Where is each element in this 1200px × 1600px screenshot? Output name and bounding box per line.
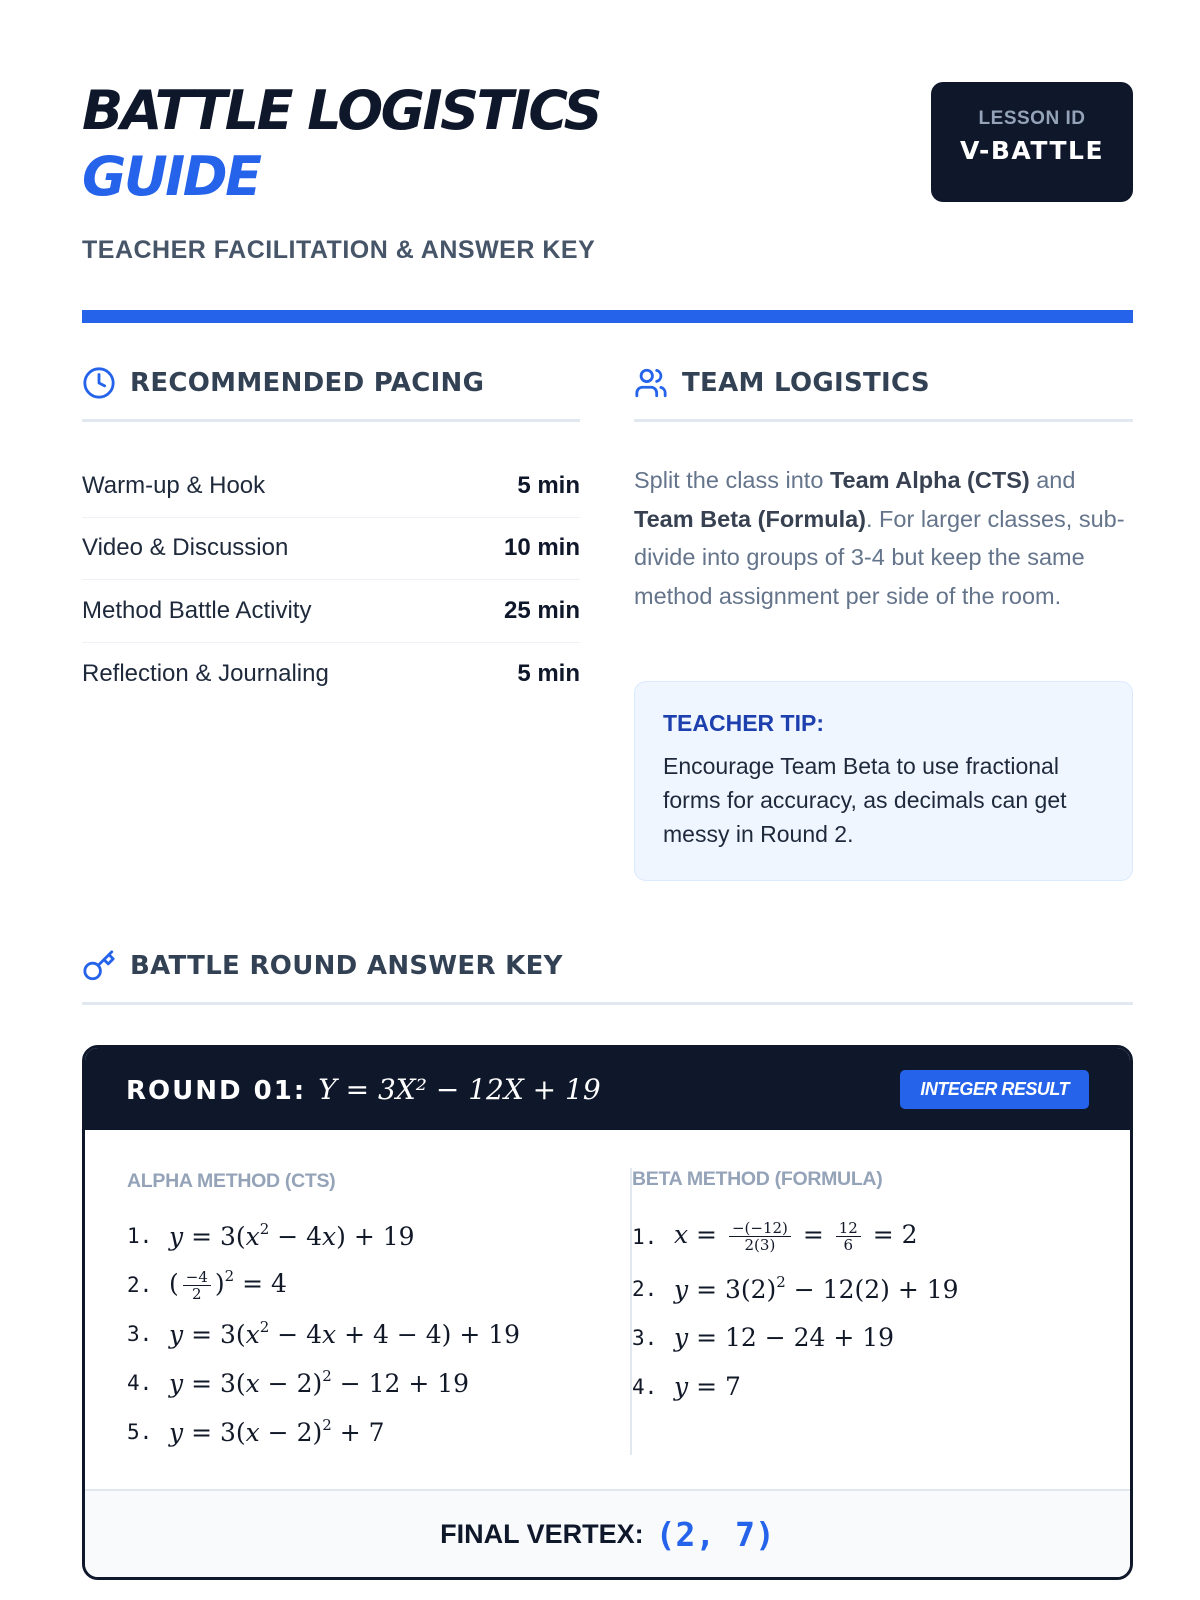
users-icon — [634, 366, 668, 400]
pacing-time: 5 min — [517, 471, 580, 499]
pacing-time: 5 min — [517, 659, 580, 687]
pacing-title: RECOMMENDED PACING — [130, 367, 485, 398]
alpha-step — [127, 1211, 607, 1260]
team-description — [634, 461, 1133, 615]
alpha-step-4-math: $y = 3(x - 2)^2 - 12 + 19$ — [169, 1367, 470, 1398]
beta-method-heading: BETA METHOD (FORMULA) — [632, 1168, 883, 1190]
pacing-label: Reflection & Journaling — [82, 659, 329, 687]
step-number: 4. — [632, 1374, 658, 1399]
lesson-id-box — [931, 82, 1133, 202]
team-title: TEAM LOGISTICS — [682, 367, 930, 398]
team-text-2: and — [1029, 467, 1076, 493]
beta-step-4-math: y = 7 — [674, 1372, 741, 1401]
beta-step-2-math: $y = 3(2)^2 - 12(2) + 19$ — [674, 1273, 959, 1304]
page-subtitle: TEACHER FACILITATION & ANSWER KEY — [82, 236, 596, 264]
alpha-step — [127, 1358, 607, 1407]
pacing-label: Method Battle Activity — [82, 596, 312, 624]
beta-step-3-math: y = 12 − 24 + 19 — [674, 1323, 895, 1352]
pacing-row — [82, 580, 580, 643]
round-title — [126, 1073, 601, 1106]
key-icon — [82, 949, 116, 983]
team-text-1: Split the class into — [634, 467, 830, 493]
beta-step — [632, 1209, 1090, 1264]
lesson-id-value: V-BATTLE — [959, 136, 1105, 165]
alpha-step-3-math: $y = 3(x^2 - 4x + 4 - 4) + 19$ — [169, 1318, 521, 1349]
title-line-2: GUIDE — [82, 145, 260, 208]
title-line-1: BATTLE LOGISTICS — [82, 79, 601, 142]
step-number: 3. — [632, 1325, 658, 1350]
team-alpha: Team Alpha (CTS) — [829, 467, 1030, 493]
alpha-steps — [127, 1211, 607, 1456]
pacing-time: 25 min — [503, 596, 580, 624]
pacing-list — [82, 455, 580, 705]
pacing-row — [82, 455, 580, 518]
final-vertex-label: FINAL VERTEX: — [440, 1518, 644, 1549]
alpha-step — [127, 1309, 607, 1358]
teacher-tip-box — [634, 681, 1133, 881]
answer-key-section-header — [82, 929, 1133, 1005]
alpha-step — [127, 1260, 607, 1309]
round-card — [82, 1045, 1133, 1580]
alpha-method-column — [127, 1130, 607, 1456]
header — [82, 78, 1133, 265]
round-equation: Y = 3X² − 12X + 19 — [318, 1072, 601, 1106]
alpha-method-heading: ALPHA METHOD (CTS) — [127, 1170, 336, 1192]
beta-step — [632, 1313, 1090, 1362]
step-number: 4. — [127, 1370, 153, 1395]
team-section-header — [634, 346, 1133, 422]
beta-step — [632, 1264, 1090, 1313]
round-body — [85, 1130, 1130, 1495]
team-beta: Team Beta (Formula) — [634, 505, 866, 532]
alpha-step-5-math: $y = 3(x - 2)^2 + 7$ — [169, 1416, 385, 1447]
alpha-step-2-math: ( $\frac{-4}{2}$ )$^2$ = 4 — [169, 1267, 287, 1303]
team-text-3: . For larger classes, sub-divide into groups of 3-4 but keep the same method assignment per side of the room. — [634, 505, 1125, 609]
step-number: 1. — [127, 1223, 153, 1248]
step-number: 2. — [127, 1272, 153, 1297]
step-number: 3. — [127, 1321, 153, 1346]
beta-method-column — [630, 1168, 1090, 1455]
step-number: 1. — [632, 1224, 658, 1249]
pacing-row — [82, 518, 580, 581]
answer-key-title: BATTLE ROUND ANSWER KEY — [130, 950, 563, 981]
beta-step-1-math: x = $\frac{-(-12)}{2(3)}$ = $\frac{12}{6}$ = 2 — [674, 1219, 918, 1254]
alpha-step-1-math: $y = 3(x^2 - 4x) + 19$ — [169, 1220, 415, 1251]
pacing-section-header — [82, 346, 580, 422]
round-label: ROUND 01: — [126, 1075, 307, 1106]
tip-title: TEACHER TIP: — [663, 710, 824, 736]
pacing-label: Video & Discussion — [82, 534, 289, 562]
pacing-label: Warm-up & Hook — [82, 471, 266, 499]
round-header — [85, 1048, 1130, 1130]
step-number: 5. — [127, 1419, 153, 1444]
integer-result-badge: INTEGER RESULT — [900, 1070, 1089, 1109]
alpha-step — [127, 1407, 607, 1456]
beta-steps — [632, 1209, 1090, 1411]
final-vertex-value: (2, 7) — [655, 1514, 775, 1554]
beta-step — [632, 1362, 1090, 1411]
step-number: 2. — [632, 1276, 658, 1301]
header-divider — [82, 310, 1133, 323]
final-vertex-row — [85, 1489, 1130, 1577]
clock-icon — [82, 366, 116, 400]
tip-text: Encourage Team Beta to use fractional forms for accuracy, as decimals can get messy in Round 2. — [663, 753, 1067, 847]
pacing-row — [82, 643, 580, 706]
pacing-time: 10 min — [503, 534, 580, 562]
lesson-id-label: LESSON ID — [978, 108, 1086, 129]
